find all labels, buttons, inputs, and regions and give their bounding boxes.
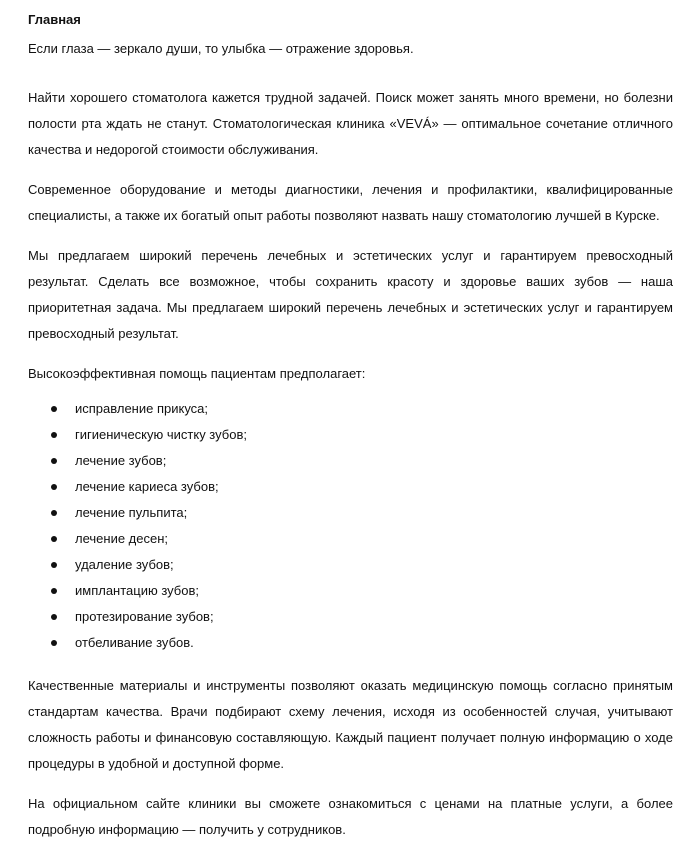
- bullet-icon: [51, 588, 57, 594]
- services-list: [28, 396, 673, 656]
- list-item: [28, 500, 673, 526]
- prices-paragraph: На официальном сайте клиники вы сможете ознакомиться с ценами на платные услуги, а более подробную информацию — получить у сотрудников.: [28, 796, 673, 837]
- list-item: [28, 448, 673, 474]
- document-body: [28, 11, 673, 857]
- list-item: [28, 552, 673, 578]
- bullet-icon: [51, 510, 57, 516]
- list-item-text: лечение зубов;: [75, 453, 167, 468]
- list-item: [28, 526, 673, 552]
- list-item: [28, 604, 673, 630]
- list-item: [28, 630, 673, 656]
- page-title: Главная: [28, 12, 81, 27]
- list-item-text: лечение десен;: [75, 531, 169, 546]
- list-intro: Высокоэффективная помощь пациентам предполагает:: [28, 366, 366, 381]
- tagline-paragraph: Если глаза — зеркало души, то улыбка — отражение здоровья.: [28, 41, 414, 56]
- list-item-text: исправление прикуса;: [75, 401, 209, 416]
- bullet-icon: [51, 406, 57, 412]
- bullet-icon: [51, 458, 57, 464]
- list-item: [28, 474, 673, 500]
- list-item: [28, 578, 673, 604]
- bullet-icon: [51, 432, 57, 438]
- equipment-paragraph: Современное оборудование и методы диагностики, лечения и профилактики, квалифицированные специалисты, а также их богатый опыт работы позволяют назвать нашу стоматологию лучшей в Курске.: [28, 182, 673, 223]
- bullet-icon: [51, 614, 57, 620]
- bullet-icon: [51, 484, 57, 490]
- intro-paragraph: Найти хорошего стоматолога кажется трудной задачей. Поиск может занять много времени, но болезни полости рта ждать не станут. Стоматологическая клиника «VEVÁ» — оптимальное сочетание отличного качества и недорогой стоимости обслуживания.: [28, 90, 673, 157]
- list-item-text: гигиеническую чистку зубов;: [75, 427, 247, 442]
- list-item-text: отбеливание зубов.: [75, 635, 194, 650]
- list-item-text: удаление зубов;: [75, 557, 174, 572]
- bullet-icon: [51, 640, 57, 646]
- list-item: [28, 422, 673, 448]
- list-item-text: лечение пульпита;: [75, 505, 188, 520]
- list-item-text: имплантацию зубов;: [75, 583, 199, 598]
- bullet-icon: [51, 562, 57, 568]
- list-item: [28, 396, 673, 422]
- list-item-text: протезирование зубов;: [75, 609, 214, 624]
- quality-paragraph: Качественные материалы и инструменты позволяют оказать медицинскую помощь согласно принятым стандартам качества. Врачи подбирают схему лечения, исходя из особенностей случая, учитывают сложность работы и финансовую составляющую. Каждый пациент получает полную информацию о ходе процедуры в удобной и доступной форме.: [28, 678, 673, 771]
- bullet-icon: [51, 536, 57, 542]
- list-item-text: лечение кариеса зубов;: [75, 479, 219, 494]
- services-paragraph: Мы предлагаем широкий перечень лечебных и эстетических услуг и гарантируем превосходный результат. Сделать все возможное, чтобы сохранить красоту и здоровье ваших зубов — наша приоритетная задача. Мы предлагаем широкий перечень лечебных и эстетических услуг и гарантируем превосходный результат.: [28, 248, 673, 341]
